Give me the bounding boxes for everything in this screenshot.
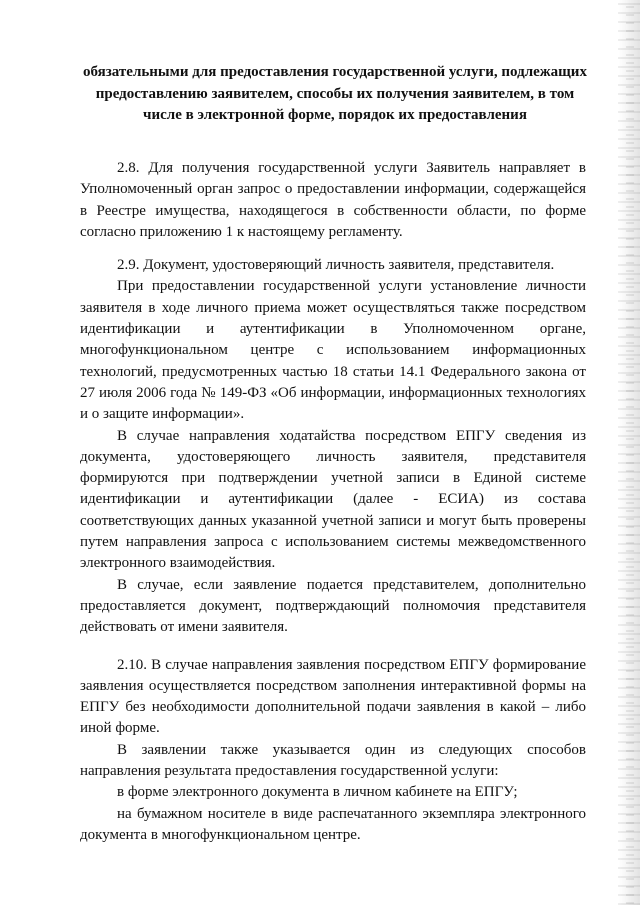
list-item-electronic: в форме электронного документа в личном кабинете на ЕПГУ; xyxy=(117,784,518,801)
scan-noise-artifact xyxy=(626,0,634,905)
document-body xyxy=(80,158,586,846)
paragraph-2-10: 2.10. В случае направления заявления посредством ЕПГУ формирование заявления осуществляется посредством заполнения интерактивной формы на ЕПГУ без необходимости дополнительной подачи заявления в какой – либо иной форме. xyxy=(80,656,586,737)
paragraph-2-9: 2.9. Документ, удостоверяющий личность заявителя, представителя. xyxy=(117,257,555,274)
list-item-paper: на бумажном носителе в виде распечатанного экземпляра электронного документа в многофункциональном центре. xyxy=(80,805,586,843)
section-heading: обязательными для предоставления государственной услуги, подлежащих предоставлению заявителем, способы их получения заявителем, в том числе в электронной форме, порядок их предоставления xyxy=(83,64,587,123)
paragraph-2-8: 2.8. Для получения государственной услуги Заявитель направляет в Уполномоченный орган запрос о предоставлении информации, содержащейся в Реестре имущества, находящегося в собственности области, по форме согласно приложению 1 к настоящему регламенту. xyxy=(80,160,586,240)
paragraph-result-methods: В заявлении также указывается один из следующих способов направления результата предоставления государственной услуги: xyxy=(80,741,586,780)
paragraph-epgu-esia: В случае направления ходатайства посредством ЕПГУ сведения из документа, удостоверяющего личность заявителя, представителя формируются при подтверждении учетной записи в Единой системе идентификации и аутентификации (далее - ЕСИА) из состава соответствующих данных указанной учетной записи и могут быть проверены путем направления запроса с использованием системы межведомственного электронного взаимодействия. xyxy=(80,427,586,572)
paragraph-identity-verification: При предоставлении государственной услуги установление личности заявителя в ходе личного приема может осуществляться также посредством идентификации и аутентификации в Уполномоченном органе, многофункциональном центре с использованием информационных технологий, предусмотренных частью 18 статьи 14.1 Федерального закона от 27 июля 2006 года № 149-ФЗ «Об информации, информационных технологиях и о защите информации». xyxy=(80,278,586,423)
paragraph-representative: В случае, если заявление подается представителем, дополнительно предоставляется документ, подтверждающий полномочия представителя действовать от имени заявителя. xyxy=(80,576,586,636)
